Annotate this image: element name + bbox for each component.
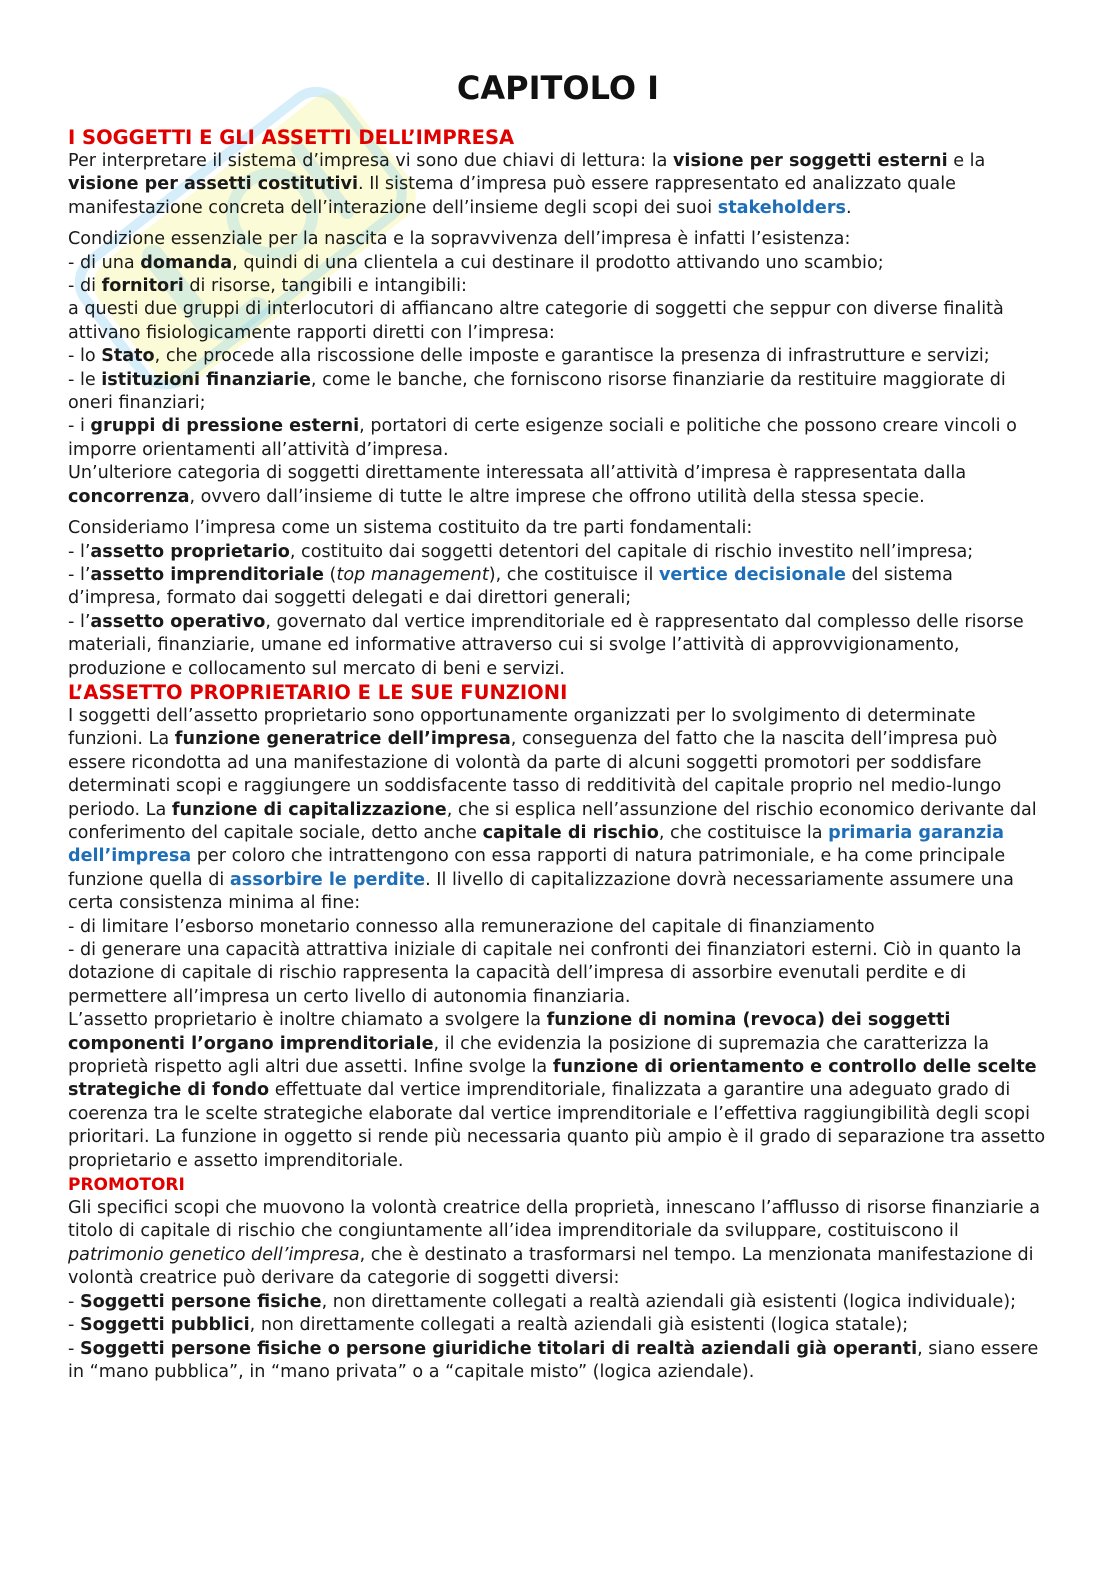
bold-term: assetto proprietario bbox=[90, 541, 290, 562]
text: di risorse, tangibili e intangibili: bbox=[183, 276, 467, 297]
bold-term: visione per assetti costitutivi bbox=[68, 174, 359, 195]
text-block bbox=[68, 705, 1048, 916]
text: , portatori di certe esigenze sociali e politiche che possono creare vincoli o imporre orientamenti all’attività d’impresa. bbox=[68, 416, 1017, 460]
bold-term: funzione di nomina (revoca) dei soggetti componenti l’organo imprenditoriale bbox=[68, 1010, 951, 1054]
highlight-term: vertice decisionale bbox=[658, 564, 846, 585]
list-item bbox=[68, 415, 1048, 462]
section-heading-assetto-proprietario: L’ASSETTO PROPRIETARIO E LE SUE FUNZIONI bbox=[68, 680, 568, 704]
text: , ovvero dall’insieme di tutte le altre imprese che offrono utilità della stessa specie. bbox=[189, 486, 925, 507]
paragraph-condizione-essenziale bbox=[68, 228, 1048, 509]
list-item bbox=[68, 541, 1048, 564]
text-line bbox=[68, 462, 1048, 509]
text: , non direttamente collegati a realtà aziendali già esistenti (logica statale); bbox=[249, 1315, 909, 1336]
page-title: CAPITOLO I bbox=[456, 69, 660, 107]
text: , governato dal vertice imprenditoriale ed è rappresentato dal complesso delle risorse materiali, finanziarie, umane ed informative attraverso cui si svolge l’attività di approvvigionamento, produzione e collocamento sul mercato di beni e servizi. bbox=[68, 611, 1024, 679]
text: del sistema d’impresa, formato dai soggetti delegati e dai direttori generali; bbox=[68, 564, 953, 609]
list-item: - di limitare l’esborso monetario connesso alla remunerazione del capitale di finanziamento bbox=[68, 916, 875, 937]
bold-term: funzione di orientamento e controllo delle scelte strategiche di fondo bbox=[68, 1057, 1037, 1101]
paragraph-funzioni-proprietario bbox=[68, 705, 1048, 1173]
paragraph-tre-parti bbox=[68, 517, 1048, 681]
paragraph-promotori bbox=[68, 1197, 1048, 1384]
text: . Il sistema d’impresa può essere rappresentato ed analizzato quale manifestazione concreta dell’interazione dell’insieme degli scopi dei suoi bbox=[68, 174, 956, 218]
bold-term: gruppi di pressione esterni bbox=[90, 416, 360, 437]
text: - bbox=[68, 1315, 80, 1336]
text: ), che costituisce il bbox=[488, 564, 659, 585]
text: - l’ bbox=[68, 564, 91, 585]
bold-term: fornitori bbox=[101, 276, 184, 297]
bold-term: Stato bbox=[101, 346, 155, 367]
text: , siano essere in “mano pubblica”, in “mano privata” o a “capitale misto” (logica aziendale). bbox=[68, 1338, 1039, 1382]
list-item bbox=[68, 1338, 1048, 1385]
text: Condizione essenziale per la nascita e la sopravvivenza dell’impresa è infatti l’esistenza: bbox=[68, 229, 851, 250]
text: - bbox=[68, 1291, 80, 1312]
highlight-term: stakeholders bbox=[717, 197, 846, 218]
text: , conseguenza del fatto che la nascita dell’impresa può essere ricondotta ad una manifestazione di volontà da parte di alcuni soggetti promotori per soddisfare determinati scopi e raggiungere un soddisfacente tasso di redditività del capitale proprio nel medio-lungo periodo. La bbox=[68, 729, 1002, 820]
text: effettuate dal vertice imprenditoriale, finalizzata a garantire una adeguato grado di coerenza tra le scelte strategiche elaborate dal vertice imprenditoriale e l’effettiva raggiungibilità degli scopi prioritari. La funzione in oggetto si rende più necessaria quanto più ampio è il grado di separazione tra assetto proprietario e assetto imprenditoriale. bbox=[68, 1080, 1046, 1171]
list-item bbox=[68, 345, 1048, 368]
text: , costituito dai soggetti detentori del capitale di rischio investito nell’impresa; bbox=[289, 541, 974, 562]
text: , come le banche, che forniscono risorse finanziarie da restituire maggiorate di oneri finanziari; bbox=[68, 369, 1006, 414]
list-item bbox=[68, 369, 1048, 416]
section-heading-promotori: PROMOTORI bbox=[68, 1175, 185, 1196]
text: . Il livello di capitalizzazione dovrà necessariamente assumere una certa consistenza minima al fine: bbox=[68, 869, 1014, 914]
text: - l’ bbox=[68, 611, 91, 632]
section-heading-soggetti-assetti: I SOGGETTI E GLI ASSETTI DELL’IMPRESA bbox=[68, 126, 515, 149]
list-item bbox=[68, 275, 1048, 298]
highlight-term: primaria garanzia dell’impresa bbox=[68, 822, 1005, 867]
list-item bbox=[68, 564, 1048, 611]
text: - di una bbox=[68, 252, 141, 273]
text: Consideriamo l’impresa come un sistema costituito da tre parti fondamentali: bbox=[68, 518, 753, 539]
text: per coloro che intrattengono con essa rapporti di natura patrimoniale, e ha come principale funzione quella di bbox=[68, 846, 1006, 890]
text: . bbox=[845, 197, 852, 218]
text: e la bbox=[947, 151, 986, 171]
text-block bbox=[68, 1197, 1048, 1291]
text: - i bbox=[68, 416, 91, 437]
text: - bbox=[68, 1338, 80, 1359]
text-block bbox=[68, 1009, 1048, 1173]
bold-term: assetto imprenditoriale bbox=[90, 564, 324, 585]
bold-term: Soggetti pubblici bbox=[79, 1315, 250, 1336]
bold-term: assetto operativo bbox=[90, 611, 266, 632]
bold-term: istituzioni finanziarie bbox=[101, 369, 311, 390]
text: Gli specifici scopi che muovono la volontà creatrice della proprietà, innescano l’afflusso di risorse finanziarie a titolo di capitale di rischio che congiuntamente all’idea imprenditoriale da sviluppare, costituiscono il bbox=[68, 1198, 1040, 1242]
text: , quindi di una clientela a cui destinare il prodotto attivando uno scambio; bbox=[232, 252, 884, 273]
text: I soggetti dell’assetto proprietario sono opportunamente organizzati per lo svolgimento di determinate funzioni. La bbox=[68, 705, 976, 750]
text: Un’ulteriore categoria di soggetti direttamente interessata all’attività d’impresa è rappresentata dalla bbox=[68, 463, 967, 484]
text: , il che evidenzia la posizione di supremazia che caratterizza la proprietà rispetto agli altri due assetti. Infine svolge la bbox=[68, 1033, 989, 1078]
paragraph-chiavi-lettura bbox=[68, 150, 1048, 220]
text: L’assetto proprietario è inoltre chiamato a svolgere la bbox=[68, 1010, 547, 1031]
text: , che è destinato a trasformarsi nel tempo. La menzionata manifestazione di volontà creatrice può derivare da categorie di soggetti diversi: bbox=[68, 1244, 1034, 1289]
text: , che costituisce la bbox=[658, 822, 829, 843]
text: - lo bbox=[68, 346, 102, 367]
text: , che si esplica nell’assunzione del rischio economico derivante dal conferimento del capitale sociale, detto anche bbox=[68, 799, 1037, 843]
text: - di bbox=[68, 276, 102, 297]
text: - le bbox=[68, 369, 102, 390]
list-item bbox=[68, 252, 1048, 275]
bold-term: concorrenza bbox=[68, 486, 190, 507]
text: a questi due gruppi di interlocutori di affiancano altre categorie di soggetti che seppur con diverse finalità attivano fisiologicamente rapporti diretti con l’impresa: bbox=[68, 299, 1004, 343]
list-item bbox=[68, 1291, 1048, 1314]
bold-term: domanda bbox=[140, 252, 233, 273]
bold-term: Soggetti persone fisiche o persone giuridiche titolari di realtà aziendali già operanti bbox=[79, 1338, 918, 1359]
bold-term: Soggetti persone fisiche bbox=[79, 1291, 322, 1312]
bold-term: funzione di capitalizzazione bbox=[171, 799, 447, 820]
document-page bbox=[68, 62, 1048, 1384]
text: Per interpretare il sistema d’impresa vi sono due chiavi di lettura: la bbox=[68, 151, 673, 171]
highlight-term: assorbire le perdite bbox=[229, 869, 426, 890]
text: , che procede alla riscossione delle imposte e garantisce la presenza di infrastrutture e servizi; bbox=[154, 346, 990, 367]
bold-term: capitale di rischio bbox=[482, 822, 659, 843]
list-item bbox=[68, 611, 1048, 681]
list-item: - di generare una capacità attrattiva iniziale di capitale nei confronti dei finanziatori esterni. Ciò in quanto la dotazione di capitale di rischio rappresenta la capacità dell’impresa di assorbire evenutali perdite e di permettere all’impresa un certo livello di autonomia finanziaria. bbox=[68, 940, 1022, 1007]
text: - l’ bbox=[68, 541, 91, 562]
text: ( bbox=[323, 564, 337, 585]
bold-term: funzione generatrice dell’impresa bbox=[174, 729, 511, 750]
italic-term: patrimonio genetico dell’impresa bbox=[68, 1244, 360, 1265]
bold-term: visione per soggetti esterni bbox=[672, 151, 948, 171]
italic-term: top management bbox=[336, 564, 489, 585]
list-item bbox=[68, 1314, 1048, 1337]
text: , non direttamente collegati a realtà aziendali già esistenti (logica individuale); bbox=[321, 1291, 1017, 1312]
